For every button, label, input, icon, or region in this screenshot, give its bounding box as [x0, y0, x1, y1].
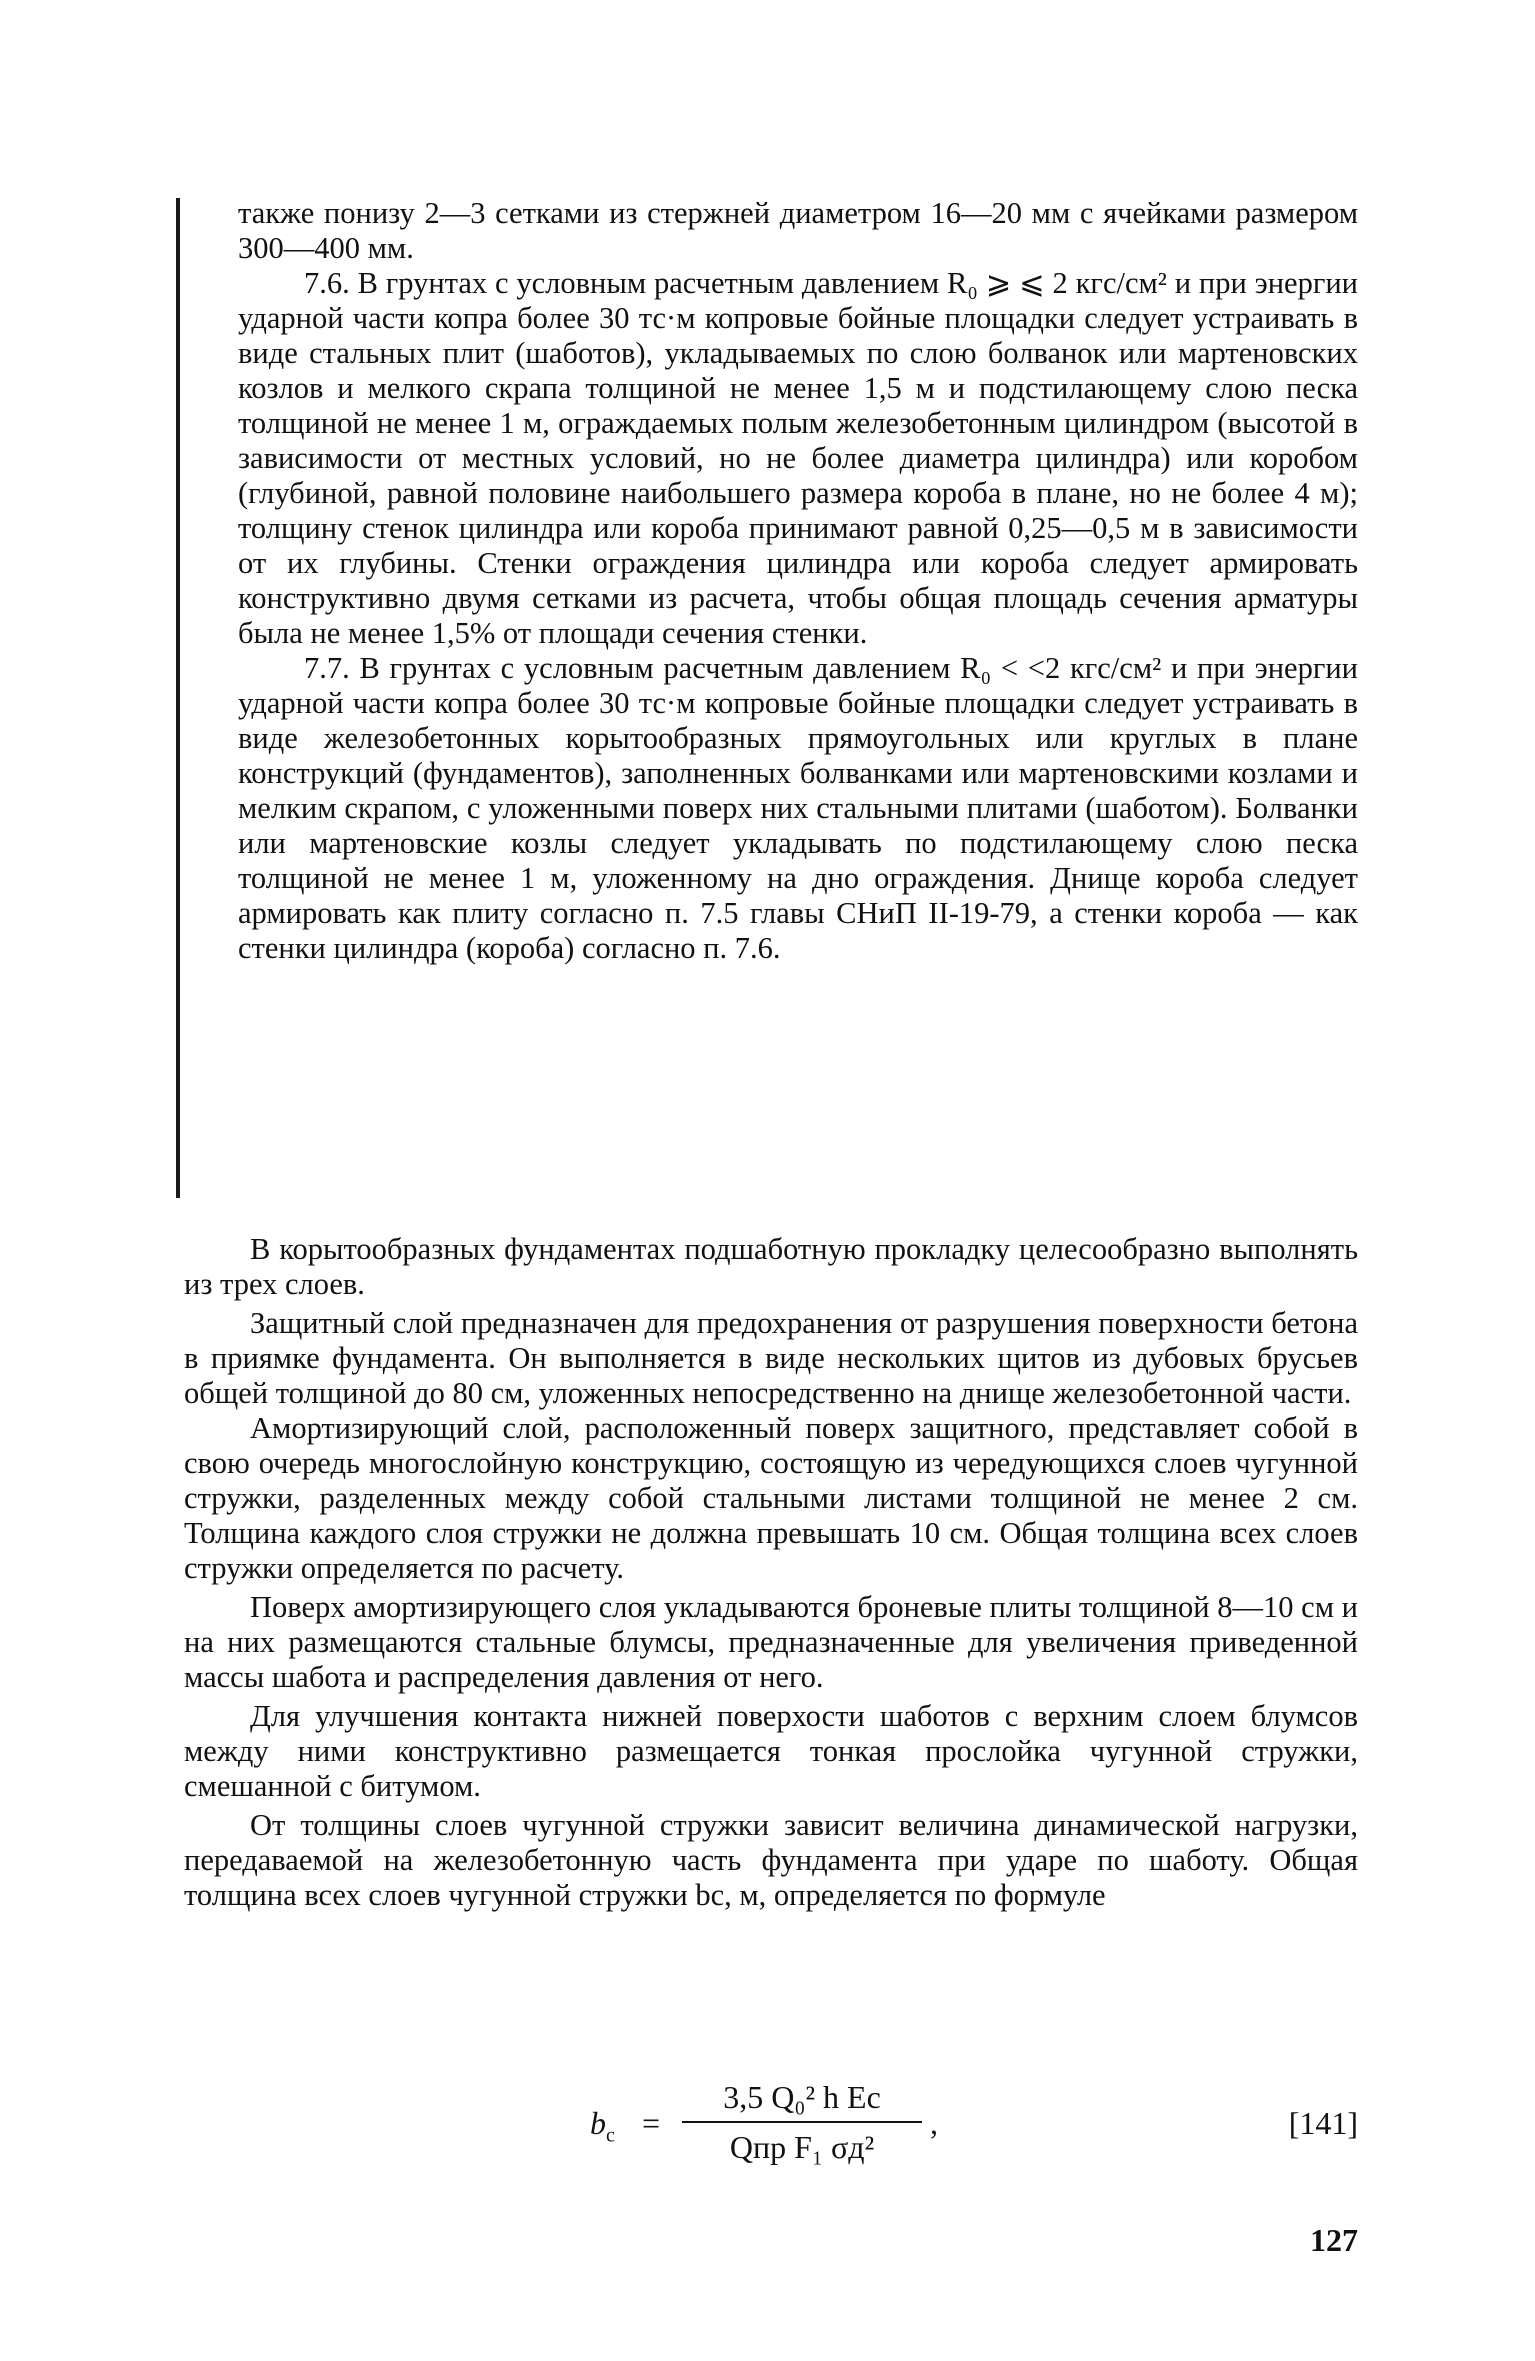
formula-141: [590, 2075, 1358, 2175]
formula-fraction: [682, 2075, 922, 2169]
indented-block: [238, 196, 1358, 966]
paragraph-continuation: также понизу 2—3 сетками из стержней диаметром 16—20 мм с ячейками размером 300—400 мм.: [238, 196, 1358, 265]
paragraph-armor-plates: Поверх амортизирующего слоя укладываются броневые плиты толщиной 8—10 см и на них размещаются стальные блумсы, предназначенные для увеличения приведенной массы шабота и распределения давления от него.: [184, 1590, 1358, 1694]
paragraph-damping-layer: Амортизирующий слой, расположенный поверх защитного, представляет собой в свою очередь многослойную конструкцию, состоящую из чередующихся слоев чугунной стружки, разделенных между собой стальными листами толщиной не менее 2 см. Толщина каждого слоя стружки не должна превышать 10 см. Общая толщина всех слоев стружки определяется по расчету.: [184, 1411, 1358, 1585]
page-number: 127: [1310, 2222, 1358, 2258]
paragraph-layers: В корытообразных фундаментах подшаботную прокладку целесообразно выполнять из трех слоев.: [184, 1232, 1358, 1301]
paragraph-7-6: 7.6. В грунтах с условным расчетным давлением R₀ ⩾ ⩽ 2 кгс/см² и при энергии ударной части копра более 30 тс·м копровые бойные площадки следует устраивать в виде стальных плит (шаботов), укладываемых по слою болванок или мартеновских козлов и мелкого скрапа толщиной не менее 1,5 м и подстилающему слою песка толщиной не менее 1 м, ограждаемых полым железобетонным цилиндром (высотой в зависимости от местных условий, но не более диаметра цилиндра) или коробом (глубиной, равной половине наибольшего размера короба в плане, но не более 4 м); толщину стенок цилиндра или короба принимают равной 0,25—0,5 м в зависимости от их глубины. Стенки ограждения цилиндра или короба следует армировать конструктивно двумя сетками из расчета, чтобы общая площадь сечения арматуры была не менее 1,5% от площади сечения стенки.: [238, 266, 1358, 650]
formula-numerator: 3,5 Q₀² h Eс: [723, 2079, 881, 2115]
formula-equals: =: [642, 2105, 661, 2141]
paragraph-contact: Для улучшения контакта нижней поверхости шаботов с верхним слоем блумсов между ними конструктивно размещается тонкая прослойка чугунной стружки, смешанной с битумом.: [184, 1699, 1358, 1803]
fraction-bar: [682, 2121, 922, 2123]
formula-denominator: Qпр F₁ σд²: [729, 2129, 875, 2165]
formula-comma: ,: [930, 2105, 938, 2141]
paragraph-protective-layer: Защитный слой предназначен для предохранения от разрушения поверхности бетона в приямке фундамента. Он выполняется в виде нескольких щитов из дубовых брусьев общей толщиной до 80 см, уложенных непосредственно на днище железобетонной части.: [184, 1306, 1358, 1410]
paragraph-7-7: 7.7. В грунтах с условным расчетным давлением R₀ < <2 кгс/см² и при энергии ударной части копра более 30 тс·м копровые бойные площадки следует устраивать в виде железобетонных корытообразных прямоугольных или круглых в плане конструкций (фундаментов), заполненных болванками или мартеновскими козлами и мелким скрапом, с уложенными поверх них стальными плитами (шаботом). Болванки или мартеновские козлы следует укладывать по подстилающему слою песка толщиной не менее 1 м, уложенному на дно ограждения. Днище короба следует армировать как плиту согласно п. 7.5 главы СНиП II-19-79, а стенки короба — как стенки цилиндра (короба) согласно п. 7.6.: [238, 651, 1358, 965]
formula-lhs: $b_с$: [590, 2105, 615, 2147]
main-text-block: [184, 1232, 1358, 1913]
formula-number: [141]: [1288, 2105, 1358, 2141]
change-marker-line: [176, 198, 180, 1198]
paragraph-thickness: От толщины слоев чугунной стружки зависит величина динамической нагрузки, передаваемой на железобетонную часть фундамента при ударе по шаботу. Общая толщина всех слоев чугунной стружки bс, м, определяется по формуле: [184, 1808, 1358, 1912]
